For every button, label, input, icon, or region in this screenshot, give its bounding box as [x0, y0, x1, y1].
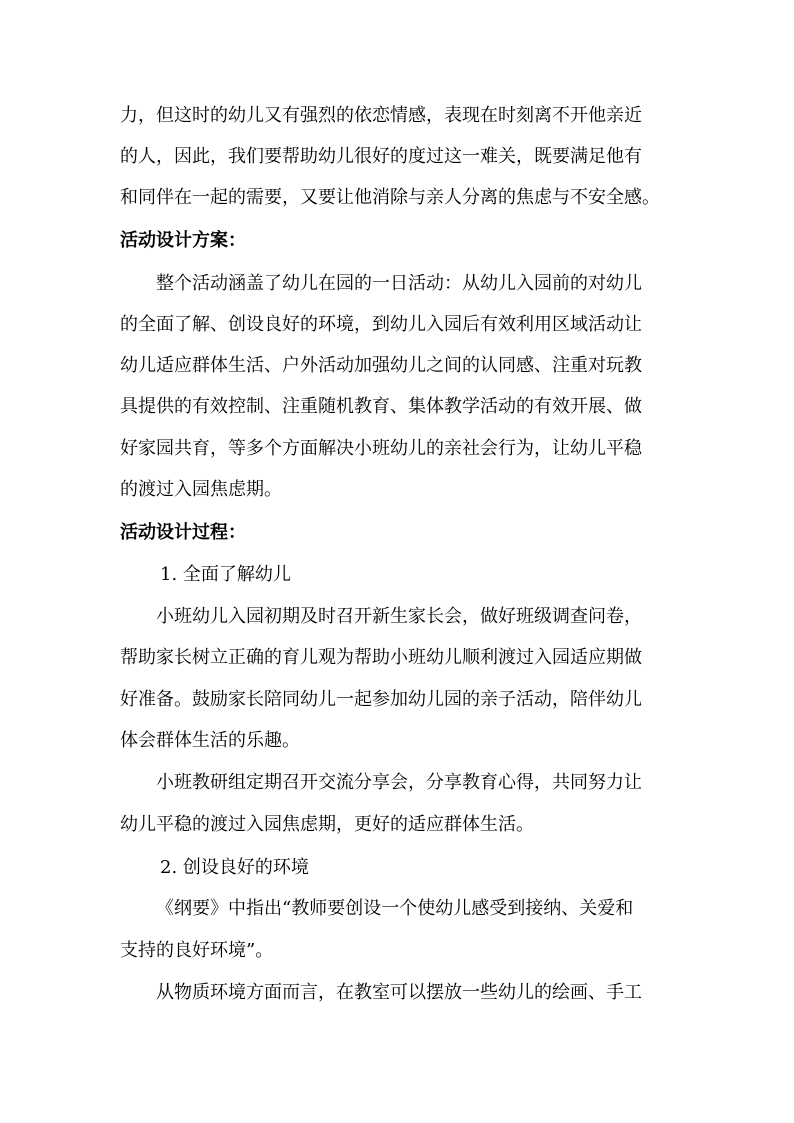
paragraph-line: 的人，因此，我们要帮助幼儿很好的度过这一难关，既要满足他有 — [120, 146, 642, 167]
numbered-item-heading: 2. 创设良好的环境 — [160, 857, 309, 878]
paragraph-line: 好准备。鼓励家长陪同幼儿一起参加幼儿园的亲子活动，陪伴幼儿 — [120, 689, 642, 710]
paragraph-line: 具提供的有效控制、注重随机教育、集体教学活动的有效开展、做 — [120, 396, 642, 417]
paragraph-line: 的全面了解、创设良好的环境，到幼儿入园后有效利用区域活动让 — [120, 314, 642, 335]
paragraph-line: 幼儿适应群体生活、户外活动加强幼儿之间的认同感、注重对玩教 — [120, 355, 642, 376]
numbered-item-heading: 1. 全面了解幼儿 — [160, 564, 291, 585]
paragraph-line: 从物质环境方面而言，在教室可以摆放一些幼儿的绘画、手工 — [156, 982, 642, 1003]
paragraph-line: 《纲要》中指出“教师要创设一个使幼儿感受到接纳、关爱和 — [156, 898, 634, 919]
paragraph-line: 力，但这时的幼儿又有强烈的依恋情感，表现在时刻离不开他亲近 — [120, 105, 642, 126]
paragraph-line: 整个活动涵盖了幼儿在园的一日活动：从幼儿入园前的对幼儿 — [156, 273, 642, 294]
paragraph-line: 好家园共育，等多个方面解决小班幼儿的亲社会行为，让幼儿平稳 — [120, 438, 642, 459]
paragraph-line: 的渡过入园焦虑期。 — [120, 479, 282, 500]
section-heading-design-plan: 活动设计方案： — [120, 230, 246, 251]
paragraph-line: 帮助家长树立正确的育儿观为帮助小班幼儿顺利渡过入园适应期做 — [120, 647, 642, 668]
paragraph-line: 幼儿平稳的渡过入园焦虑期，更好的适应群体生活。 — [120, 814, 534, 835]
paragraph-line: 小班教研组定期召开交流分享会，分享教育心得，共同努力让 — [156, 772, 642, 793]
paragraph-line: 小班幼儿入园初期及时召开新生家长会，做好班级调查问卷， — [156, 606, 642, 627]
paragraph-line: 体会群体生活的乐趣。 — [120, 730, 300, 751]
section-heading-design-process: 活动设计过程： — [120, 522, 246, 543]
paragraph-line: 支持的良好环境”。 — [120, 940, 274, 961]
paragraph-line: 和同伴在一起的需要，又要让他消除与亲人分离的焦虑与不安全感。 — [120, 187, 660, 208]
